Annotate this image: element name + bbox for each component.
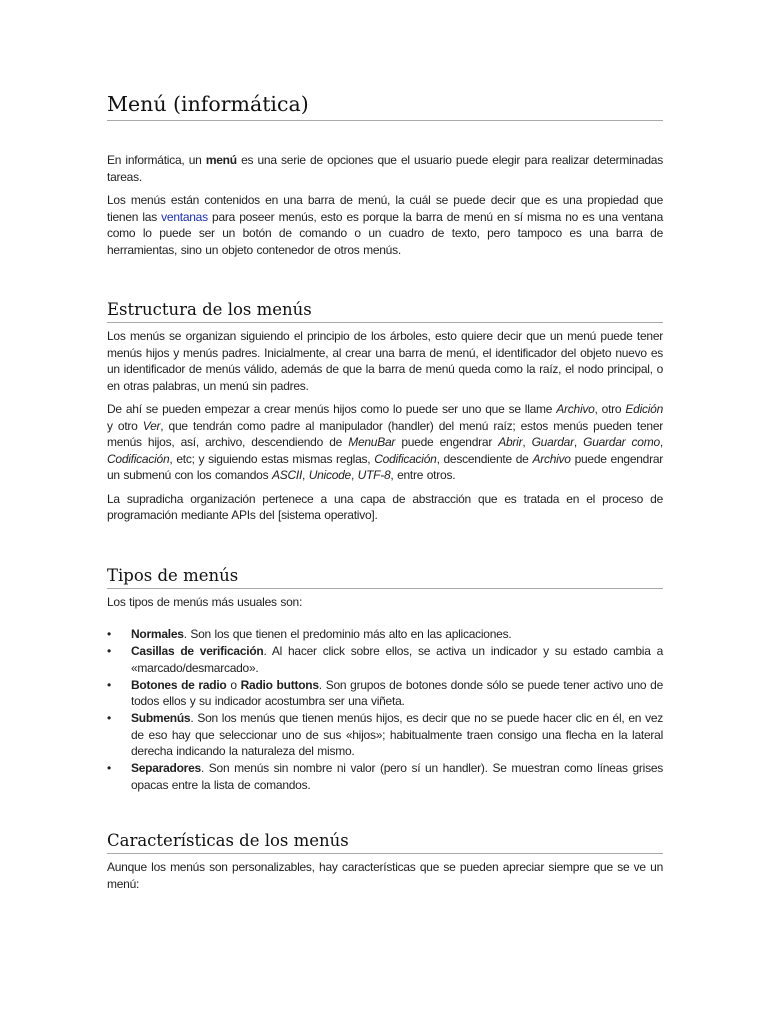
text: y otro: [107, 418, 143, 433]
term-utf8: UTF-8: [357, 468, 391, 482]
text: ,: [522, 435, 532, 449]
term-guardar-como: Guardar como: [583, 435, 660, 449]
text: ,: [573, 435, 584, 449]
page-title: Menú (informática): [107, 91, 663, 121]
text: ,: [350, 468, 358, 482]
term-edicion: Edición: [625, 402, 663, 416]
term-menu: menú: [205, 153, 237, 167]
text: , etc; y siguiendo estas mismas reglas,: [169, 451, 375, 466]
text: es una serie de opciones que el usuario puede elegir para realizar determinadas tareas.: [107, 153, 663, 184]
text: De ahí se pueden empezar a crear menús hijos como lo puede ser uno que se llame: [107, 402, 557, 416]
term-guardar: Guardar: [531, 435, 574, 449]
tipos-list: [107, 626, 663, 793]
text: Los menús están contenidos en una barra de menú, la cuál se puede decir que es una propiedad que tienen las: [107, 193, 663, 224]
list-item-connector: o: [226, 677, 241, 692]
bullet: •: [107, 761, 111, 775]
list-item-text: . Son los que tienen el predominio más alto en las aplicaciones.: [183, 627, 512, 641]
list-item: [107, 760, 663, 793]
intro-paragraph-1: [107, 152, 663, 185]
intro-paragraph-2: [107, 192, 663, 258]
list-item-text: . Son menús sin nombre ni valor (pero sí un handler). Se muestran como líneas grises opacas entre la lista de comandos.: [131, 761, 663, 792]
list-item-term: Casillas de verificación: [131, 644, 264, 658]
text: ,: [302, 468, 309, 482]
list-item-term: Separadores: [131, 761, 201, 775]
list-item: [107, 710, 663, 760]
term-archivo: Archivo: [532, 451, 571, 466]
document-content: [107, 91, 663, 899]
bullet: •: [107, 627, 111, 641]
term-archivo: Archivo: [556, 402, 595, 416]
text: En informática, un: [107, 153, 206, 167]
text: , que tendrán como padre al manipulador (handler) del menú raíz; estos menús pueden tener menús hijos, así, archivo, descendiendo de: [107, 418, 663, 449]
text: para poseer menús, esto es porque la barra de menú en sí misma no es una ventana como lo puede ser un botón de comando o un cuadro de texto, pero tampoco es una barra de herramientas, sino un objeto contenedor de otros menús.: [107, 209, 664, 257]
bullet: •: [107, 644, 111, 658]
term-unicode: Unicode: [308, 468, 351, 482]
list-item-term: Botones de radio: [131, 677, 227, 692]
list-item-text: . Son grupos de botones donde sólo se puede tener activo uno de todos ellos y su indicador acostumbra ser una viñeta.: [131, 677, 664, 708]
text: puede engendrar: [395, 435, 499, 449]
caracteristicas-paragraph-1: Aunque los menús son personalizables, hay características que se pueden apreciar siempre que se ve un menú:: [107, 860, 663, 891]
term-codificacion: Codificación: [107, 451, 170, 466]
term-ascii: ASCII: [271, 468, 303, 482]
section-heading-estructura: Estructura de los menús: [107, 299, 663, 323]
term-abrir: Abrir: [498, 435, 523, 449]
text: , descendiente de: [436, 451, 533, 466]
text: , otro: [594, 402, 626, 416]
text: , entre otros.: [390, 468, 456, 482]
list-item-text: . Al hacer click sobre ellos, se activa un indicador y su estado cambia a «marcado/desmarcado».: [131, 644, 663, 675]
list-item-term: Radio buttons: [240, 677, 319, 692]
bullet: •: [107, 711, 111, 725]
list-item-term: Normales: [131, 627, 184, 641]
bullet: •: [107, 677, 111, 692]
section-heading-tipos: Tipos de menús: [107, 565, 663, 589]
link-ventanas[interactable]: ventanas: [161, 209, 208, 224]
list-item-text: . Son los menús que tienen menús hijos, es decir que no se puede hacer clic en él, en vez de eso hay que seleccionar uno de sus «hijos»; habitualmente traen consigo una flecha en la lateral derecha indicando la naturaleza del mismo.: [131, 711, 663, 758]
list-item-term: Submenús: [131, 711, 191, 725]
estructura-paragraph-1: Los menús se organizan siguiendo el principio de los árboles, esto quiere decir que un menú puede tener menús hijos y menús padres. Inicialmente, al crear una barra de menú, el identificador del objeto nuevo es un identificador de menús válido, además de que la barra de menú queda como la raíz, el nodo principal, o en otras palabras, un menú sin padres.: [107, 329, 663, 393]
estructura-paragraph-2: [107, 401, 663, 484]
estructura-paragraph-3: La supradicha organización pertenece a una capa de abstracción que es tratada en el proceso de programación mediante APIs del [sistema operativo].: [107, 491, 663, 522]
term-menubar: MenuBar: [348, 435, 396, 449]
list-item: [107, 643, 663, 676]
text: puede engendrar un submenú con los comandos: [107, 451, 664, 482]
text: ,: [659, 435, 663, 449]
list-item: [107, 626, 663, 643]
list-item: [107, 677, 663, 710]
tipos-intro: Los tipos de menús más usuales son:: [107, 594, 303, 609]
term-ver: Ver: [142, 418, 161, 433]
section-heading-caracteristicas: Características de los menús: [107, 830, 663, 854]
term-codificacion: Codificación: [374, 451, 437, 466]
